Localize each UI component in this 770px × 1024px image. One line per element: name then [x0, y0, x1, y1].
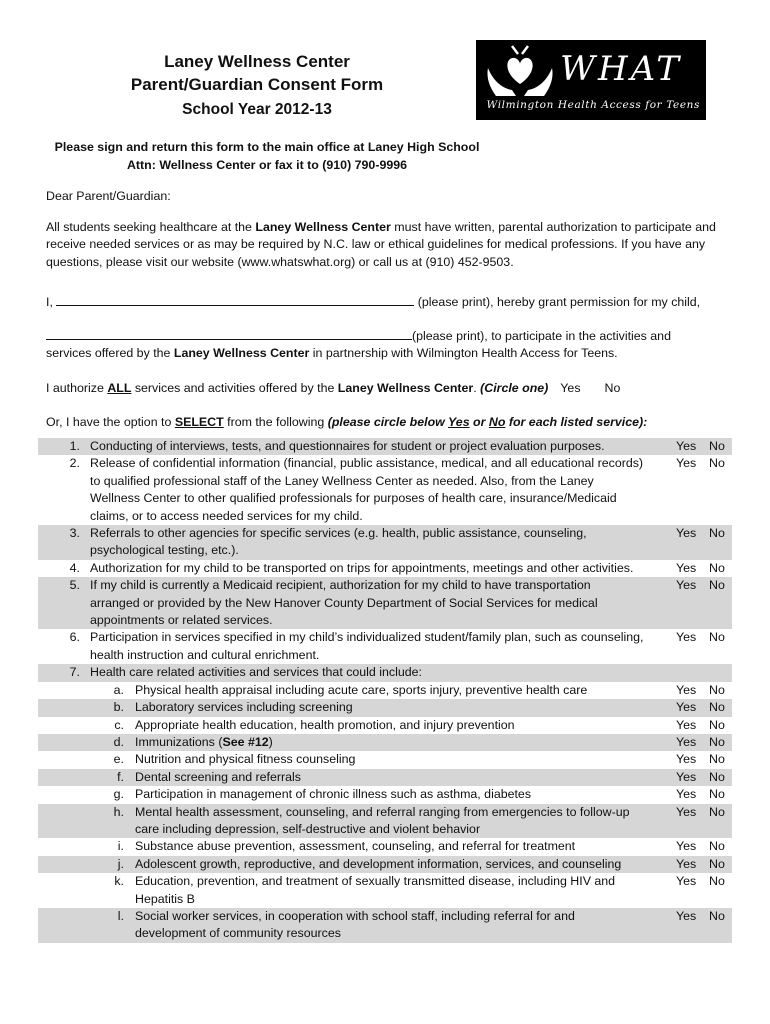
title-block: [92, 50, 422, 121]
no-option[interactable]: No: [709, 456, 725, 471]
permission-line1-text: (please print), hereby grant permission for my child,: [414, 295, 701, 309]
intro-paragraph: [46, 219, 736, 271]
permission-prefix: I,: [46, 295, 57, 309]
sub-service-text-line: Dental screening and referrals: [135, 769, 301, 784]
child-name-field[interactable]: [46, 328, 412, 340]
service-text-line: Authorization for my child to be transported on trips for appointments, meetings and other activities.: [90, 560, 634, 575]
permission-line3-text-2: in partnership with Wilmington Health Access for Teens.: [309, 346, 618, 360]
sub-service-row: [38, 804, 732, 839]
no-option[interactable]: No: [709, 734, 725, 749]
return-instructions: [0, 138, 534, 174]
service-row: [38, 577, 732, 629]
form-name-title: Parent/Guardian Consent Form: [130, 75, 384, 94]
no-option[interactable]: No: [709, 804, 725, 819]
service-row: [38, 438, 732, 455]
service-number: 3.: [69, 526, 80, 541]
service-row: [38, 455, 732, 525]
yes-option[interactable]: Yes: [676, 734, 697, 749]
service-text-line: claims, or to access needed services for my child.: [90, 508, 363, 523]
sub-service-description: [135, 682, 675, 699]
service-text-line: Participation in services specified in my child’s individualized student/family plan, such as counseling,: [90, 630, 644, 645]
service-description: [90, 664, 670, 681]
permission-line-1: [46, 294, 736, 311]
sub-service-text-line: Participation in management of chronic illness such as asthma, diabetes: [135, 787, 532, 802]
select-no-word: No: [488, 415, 506, 429]
service-number: 2.: [69, 456, 80, 471]
select-word: SELECT: [174, 415, 224, 429]
yes-option[interactable]: Yes: [676, 439, 697, 453]
permission-center-name: Laney Wellness Center: [173, 346, 310, 360]
sub-service-row: [38, 786, 732, 803]
service-number: 6.: [69, 630, 80, 645]
no-option[interactable]: No: [709, 560, 725, 575]
yes-option[interactable]: Yes: [676, 874, 697, 889]
no-option[interactable]: No: [709, 787, 725, 802]
sub-service-letter: c.: [114, 717, 124, 732]
sub-service-text-line: Physical health appraisal including acute care, sports injury, preventive health care: [135, 682, 588, 697]
sub-service-description: [135, 804, 675, 839]
sub-service-row: [38, 751, 732, 768]
sub-service-text-line: Appropriate health education, health promotion, and injury prevention: [135, 717, 515, 732]
sub-service-description: [135, 856, 675, 873]
intro-center-name: Laney Wellness Center: [255, 220, 391, 234]
sub-service-text-line: Laboratory services including screening: [135, 700, 353, 715]
yes-option[interactable]: Yes: [676, 787, 697, 802]
sub-service-row: [38, 908, 732, 943]
parent-name-field[interactable]: [56, 294, 414, 306]
center-name-title: Laney Wellness Center: [164, 52, 350, 71]
sub-service-text-line: Education, prevention, and treatment of sexually transmitted disease, including HIV and: [135, 874, 616, 889]
service-text-line: Health care related activities and services that could include:: [90, 665, 422, 680]
yes-option[interactable]: Yes: [676, 717, 697, 732]
authorize-text-2: services and activities offered by the: [131, 381, 338, 395]
permission-line-3: [46, 345, 736, 362]
no-option[interactable]: No: [709, 578, 725, 593]
sub-service-text-line: Substance abuse prevention, assessment, counseling, and referral for treatment: [135, 839, 576, 854]
service-row: [38, 525, 732, 560]
instructions-line-2: Attn: Wellness Center or fax it to (910) 790-9996: [126, 158, 408, 172]
no-option[interactable]: No: [709, 839, 725, 854]
sub-service-description: [135, 908, 675, 943]
sub-service-letter: i.: [117, 839, 124, 854]
sub-service-description: [135, 734, 675, 751]
service-number: 4.: [69, 560, 80, 575]
yes-option[interactable]: Yes: [676, 804, 697, 819]
yes-option[interactable]: Yes: [676, 682, 697, 697]
service-description: [90, 577, 670, 629]
no-option[interactable]: No: [709, 682, 725, 697]
sub-service-row: [38, 734, 732, 751]
service-text-line: arranged or provided by the New Hanover County Department of Social Services for medical: [90, 595, 598, 610]
authorize-period: .: [473, 381, 481, 395]
service-text-line: If my child is currently a Medicaid recipient, authorization for my child to have transportation: [90, 578, 591, 593]
sub-service-text-line: Immunizations (See #12): [135, 734, 273, 749]
yes-option[interactable]: Yes: [676, 700, 697, 715]
sub-service-row: [38, 856, 732, 873]
service-row: [38, 560, 732, 577]
sub-service-text-line: care including depression, self-destructive and violent behavior: [135, 821, 481, 836]
sub-service-description: [135, 786, 675, 803]
sub-service-letter: a.: [113, 682, 124, 697]
service-row: [38, 629, 732, 664]
select-option-line: [46, 414, 736, 431]
instructions-line-1: Please sign and return this form to the main office at Laney High School: [54, 140, 480, 154]
service-description: [90, 525, 670, 560]
logo-tagline: Wilmington Health Access for Teens: [486, 99, 700, 111]
service-description: [90, 438, 670, 455]
sub-service-description: [135, 699, 675, 716]
yes-option[interactable]: Yes: [676, 908, 697, 923]
no-option[interactable]: No: [709, 526, 725, 541]
service-text-line: appointments or related services.: [90, 613, 273, 628]
permission-line2-text: (please print), to participate in the activities and: [412, 329, 671, 343]
service-text-line: Wellness Center to other qualified professionals for purposes of health care, insurance/Medicaid: [90, 491, 617, 506]
sub-service-row: [38, 717, 732, 734]
select-instr-1: (please circle below: [327, 415, 448, 429]
yes-option[interactable]: Yes: [676, 769, 697, 784]
select-yes-word: Yes: [448, 415, 470, 429]
no-option[interactable]: No: [709, 908, 725, 923]
service-description: [90, 629, 670, 664]
yes-option[interactable]: Yes: [676, 456, 697, 471]
sub-service-letter: l.: [117, 908, 124, 923]
intro-text-2: must have written, parental authorization to participate and receive needed services or as may be required by N.C. law or ethical guidelines for medical professions. If you have any questions, please visit our website (www.whatswhat.org) or call us at (910) 452-9503.: [46, 220, 716, 269]
service-text-line: to qualified professional staff of the Laney Wellness Center as needed. Also, from the Laney: [90, 473, 594, 488]
service-text-line: Release of confidential information (financial, public assistance, medical, and all educational records): [90, 456, 644, 471]
sub-service-text-line: Mental health assessment, counseling, and referral ranging from emergencies to follow-up: [135, 804, 630, 819]
yes-option[interactable]: Yes: [676, 560, 697, 575]
no-option[interactable]: No: [709, 717, 725, 732]
sub-service-text-line: Social worker services, in cooperation with school staff, including referral for and: [135, 908, 575, 923]
no-option[interactable]: No: [709, 439, 725, 453]
permission-line3-text-1: services offered by the: [46, 346, 174, 360]
sub-service-letter: g.: [113, 787, 124, 802]
no-option[interactable]: No: [709, 630, 725, 645]
sub-service-row: [38, 873, 732, 908]
hands-heart-icon: [482, 44, 558, 98]
service-text-line: Conducting of interviews, tests, and questionnaires for student or project evaluation purposes.: [90, 439, 605, 453]
authorize-center-name: Laney Wellness Center: [337, 381, 474, 395]
service-text-line: health instruction and cultural enrichment.: [90, 647, 320, 662]
authorize-all-yes[interactable]: Yes: [560, 381, 581, 395]
school-year: School Year 2012-13: [182, 101, 332, 118]
no-option[interactable]: No: [709, 700, 725, 715]
circle-one-note: (Circle one): [480, 381, 549, 395]
sub-service-row: [38, 699, 732, 716]
sub-service-row: [38, 769, 732, 786]
select-text-1: Or, I have the option to: [46, 415, 175, 429]
select-instr-2: for each listed service):: [505, 415, 648, 429]
select-text-2: from the following: [223, 415, 328, 429]
authorize-all-line: [46, 380, 736, 397]
service-text-line: psychological testing, etc.).: [90, 543, 239, 558]
sub-service-description: [135, 717, 675, 734]
sub-service-description: [135, 838, 675, 855]
select-or-word: or: [469, 415, 489, 429]
no-option[interactable]: No: [709, 874, 725, 889]
no-option[interactable]: No: [709, 752, 725, 767]
authorize-text-1: I authorize: [46, 381, 108, 395]
sub-service-letter: j.: [117, 856, 124, 871]
services-table: [38, 438, 732, 943]
service-number: 1.: [69, 439, 80, 453]
service-number: 5.: [69, 578, 80, 593]
yes-option[interactable]: Yes: [676, 526, 697, 541]
service-number: 7.: [69, 665, 80, 680]
logo-wordmark: WHAT: [560, 49, 682, 89]
sub-service-text-line: development of community resources: [135, 926, 341, 941]
sub-service-row: [38, 682, 732, 699]
sub-service-text-line: Nutrition and physical fitness counseling: [135, 752, 356, 767]
yes-option[interactable]: Yes: [676, 578, 697, 593]
sub-service-text-line: Hepatitis B: [135, 891, 195, 906]
yes-option[interactable]: Yes: [676, 630, 697, 645]
what-logo: [476, 40, 706, 120]
permission-line-2: [46, 328, 736, 345]
service-description: [90, 560, 670, 577]
yes-option[interactable]: Yes: [676, 856, 697, 871]
sub-service-letter: d.: [113, 734, 124, 749]
sub-service-description: [135, 769, 675, 786]
intro-text-1: All students seeking healthcare at the: [46, 220, 256, 234]
sub-service-text-line: Adolescent growth, reproductive, and development information, services, and counseling: [135, 856, 622, 871]
sub-service-letter: f.: [117, 769, 124, 784]
sub-service-description: [135, 751, 675, 768]
sub-service-description: [135, 873, 675, 908]
authorize-all-word: ALL: [107, 381, 132, 395]
sub-service-row: [38, 838, 732, 855]
authorize-all-no[interactable]: No: [604, 381, 621, 395]
service-description: [90, 455, 670, 525]
service-text-line: Referrals to other agencies for specific services (e.g. health, public assistance, counseling,: [90, 526, 587, 541]
sub-service-letter: h.: [113, 804, 124, 819]
no-option[interactable]: No: [709, 856, 725, 871]
service-row: [38, 664, 732, 681]
sub-service-letter: e.: [113, 752, 124, 767]
no-option[interactable]: No: [709, 769, 725, 784]
sub-service-letter: b.: [113, 700, 124, 715]
yes-option[interactable]: Yes: [676, 839, 697, 854]
sub-service-letter: k.: [114, 874, 124, 889]
salutation: Dear Parent/Guardian:: [46, 189, 171, 203]
yes-option[interactable]: Yes: [676, 752, 697, 767]
